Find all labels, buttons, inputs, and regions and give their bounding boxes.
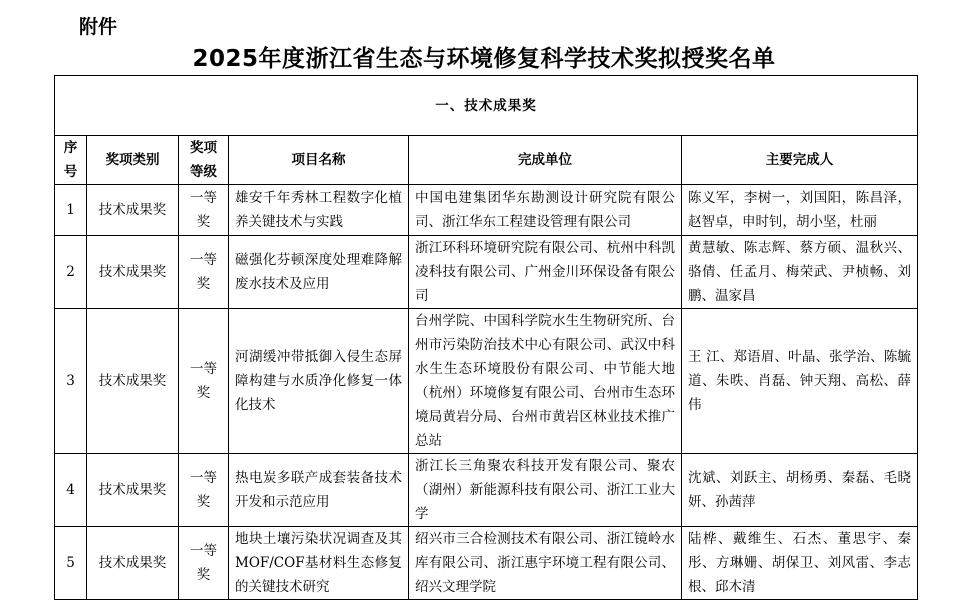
col-header-people: 主要完成人 (682, 136, 918, 185)
row-project-name: 雄安千年秀林工程数字化植养关键技术与实践 (229, 185, 409, 236)
row-seq: 2 (55, 236, 87, 309)
row-seq: 4 (55, 454, 87, 527)
row-people: 黄慧敏、陈志辉、蔡方硕、温秋兴、骆倩、任孟月、梅荣武、尹桢畅、刘鹏、温家昌 (682, 236, 918, 309)
table-row (55, 236, 918, 309)
row-award-type: 技术成果奖 (87, 309, 179, 454)
col-header-units: 完成单位 (409, 136, 682, 185)
col-header-award-type: 奖项类别 (87, 136, 179, 185)
section-row (55, 76, 918, 136)
row-seq: 3 (55, 309, 87, 454)
row-award-level: 一等奖 (179, 309, 229, 454)
row-people: 沈斌、刘跃主、胡杨勇、秦磊、毛晓妍、孙茜萍 (682, 454, 918, 527)
section-title: 一、技术成果奖 (55, 76, 918, 136)
row-people: 陆桦、戴维生、石杰、董思宇、秦彤、方琳姗、胡保卫、刘风雷、李志根、邱木清 (682, 527, 918, 600)
row-people: 陈义军，李树一，刘国阳，陈昌泽，赵智卓，申时钊，胡小坚，杜丽 (682, 185, 918, 236)
col-header-award-level: 奖项等级 (179, 136, 229, 185)
attachment-label: 附件 (79, 16, 118, 38)
row-award-level: 一等奖 (179, 236, 229, 309)
row-seq: 5 (55, 527, 87, 600)
row-project-name: 地块土壤污染状况调查及其MOF/COF基材料生态修复的关键技术研究 (229, 527, 409, 600)
row-units: 绍兴市三合检测技术有限公司、浙江镜岭水库有限公司、浙江惠宇环境工程有限公司、绍兴文理学院 (409, 527, 682, 600)
table-header-row (55, 136, 918, 185)
row-units: 浙江环科环境研究院有限公司、杭州中科凯凌科技有限公司、广州金川环保设备有限公司 (409, 236, 682, 309)
row-award-type: 技术成果奖 (87, 236, 179, 309)
col-header-seq: 序号 (55, 136, 87, 185)
col-header-project-name: 项目名称 (229, 136, 409, 185)
row-award-level: 一等奖 (179, 527, 229, 600)
table-row (55, 185, 918, 236)
row-project-name: 热电炭多联产成套装备技术开发和示范应用 (229, 454, 409, 527)
row-units: 浙江长三角聚农科技开发有限公司、聚农（湖州）新能源科技有限公司、浙江工业大学 (409, 454, 682, 527)
row-people: 王 江、郑语眉、叶晶、张学治、陈毓道、朱昳、肖磊、钟天翔、高松、薛伟 (682, 309, 918, 454)
document-title: 2025年度浙江省生态与环境修复科学技术奖拟授奖名单 (192, 46, 776, 72)
row-award-type: 技术成果奖 (87, 185, 179, 236)
row-project-name: 磁强化芬顿深度处理难降解废水技术及应用 (229, 236, 409, 309)
row-award-level: 一等奖 (179, 454, 229, 527)
row-award-type: 技术成果奖 (87, 454, 179, 527)
table-row (55, 309, 918, 454)
row-seq: 1 (55, 185, 87, 236)
award-list-table (54, 75, 918, 600)
row-units: 台州学院、中国科学院水生生物研究所、台州市污染防治技术中心有限公司、武汉中科水生生态环境股份有限公司、中节能大地（杭州）环境修复有限公司、台州市生态环境局黄岩分局、台州市黄岩区林业技术推广总站 (409, 309, 682, 454)
row-award-type: 技术成果奖 (87, 527, 179, 600)
table-row (55, 454, 918, 527)
table-row (55, 527, 918, 600)
row-award-level: 一等奖 (179, 185, 229, 236)
row-project-name: 河湖缓冲带抵御入侵生态屏障构建与水质净化修复一体化技术 (229, 309, 409, 454)
row-units: 中国电建集团华东勘测设计研究院有限公司、浙江华东工程建设管理有限公司 (409, 185, 682, 236)
